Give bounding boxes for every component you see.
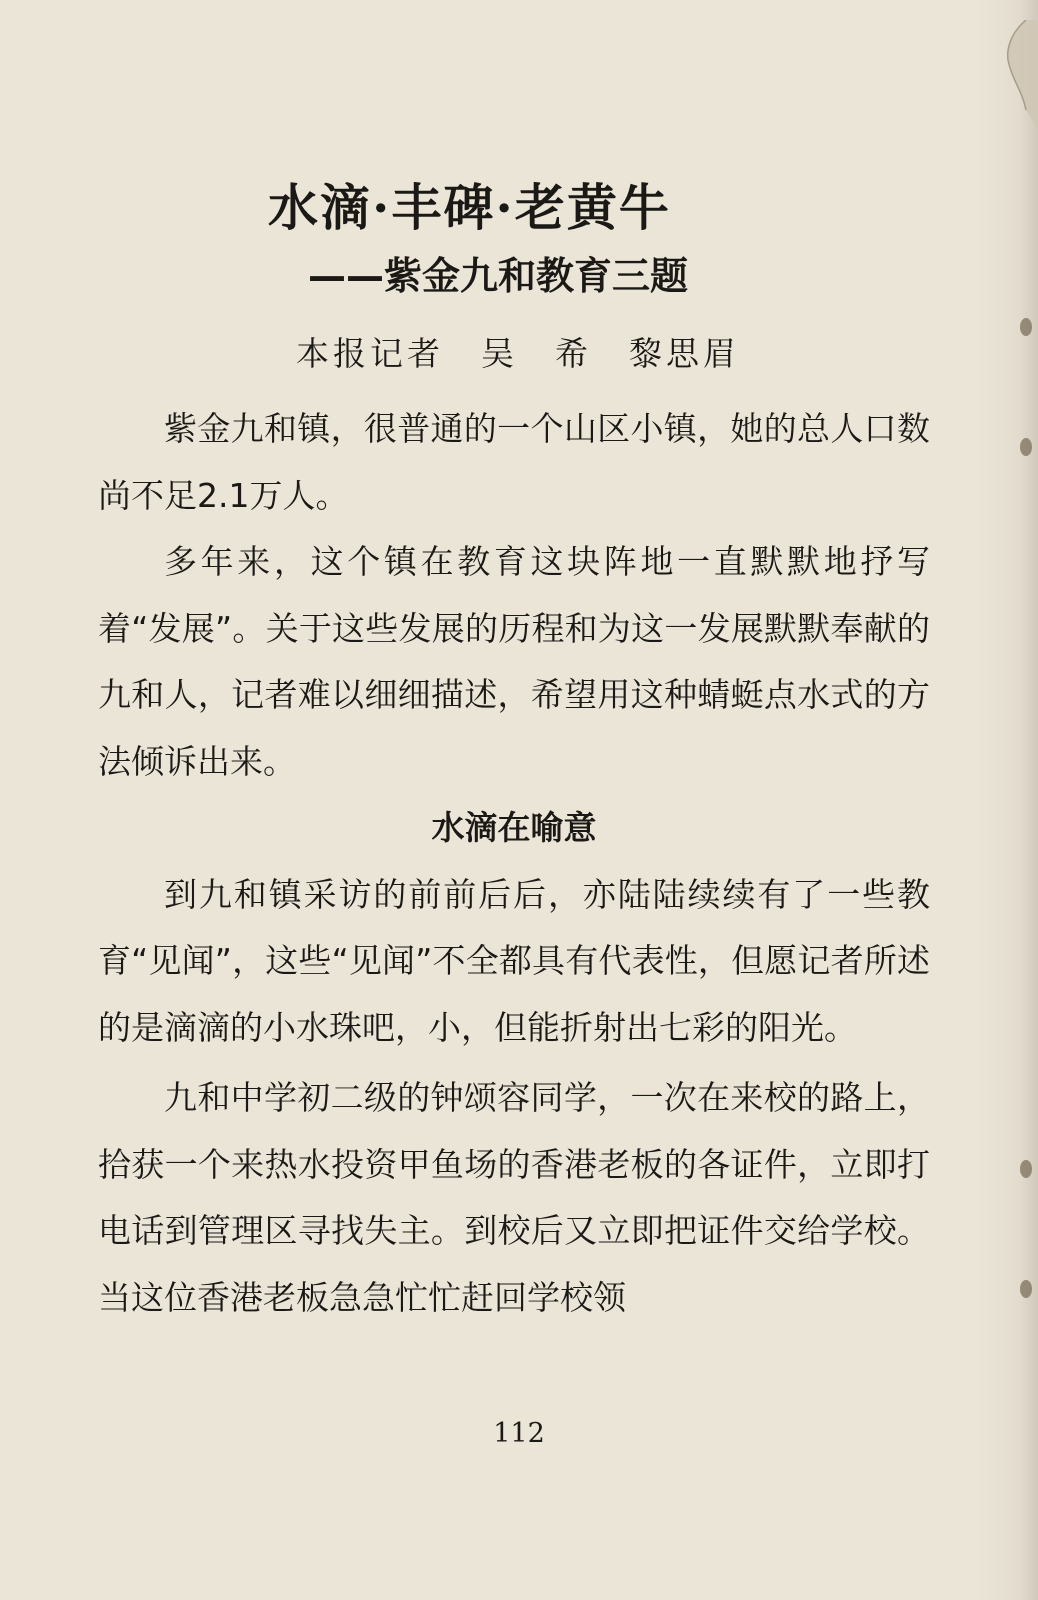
torn-corner	[996, 20, 1038, 130]
paragraph: 到九和镇采访的前前后后，亦陆陆续续有了一些教育“见闻”，这些“见闻”不全都具有代表性，但愿记者所述的是滴滴的小水珠吧，小，但能折射出七彩的阳光。	[98, 874, 930, 1047]
page-number: 112	[493, 1418, 545, 1449]
binding-hole	[1020, 1280, 1032, 1298]
paragraph: 九和中学初二级的钟颂容同学，一次在来校的路上，拾获一个来热水投资甲鱼场的香港老板的各证件，立即打电话到管理区寻找失主。到校后又立即把证件交给学校。当这位香港老板急急忙忙赶回学校领	[98, 1078, 930, 1317]
article-byline: 本报记者 吴 希 黎思眉	[296, 334, 740, 373]
page-edge-shadow	[978, 0, 1038, 1600]
paragraph: 多年来，这个镇在教育这块阵地一直默默地抒写着“发展”。关于这些发展的历程和为这一发展默默奉献的九和人，记者难以细细描述，希望用这种蜻蜓点水式的方法倾诉出来。	[98, 542, 930, 781]
article-body	[98, 396, 930, 1331]
article-title: 水滴·丰碑·老黄牛	[268, 178, 671, 237]
binding-hole	[1020, 1160, 1032, 1178]
article-subtitle: ——紫金九和教育三题	[308, 254, 689, 298]
binding-hole	[1020, 438, 1032, 456]
section-heading: 水滴在喻意	[431, 808, 597, 847]
binding-hole	[1020, 318, 1032, 336]
paragraph: 紫金九和镇，很普通的一个山区小镇，她的总人口数尚不足2.1万人。	[98, 409, 930, 515]
